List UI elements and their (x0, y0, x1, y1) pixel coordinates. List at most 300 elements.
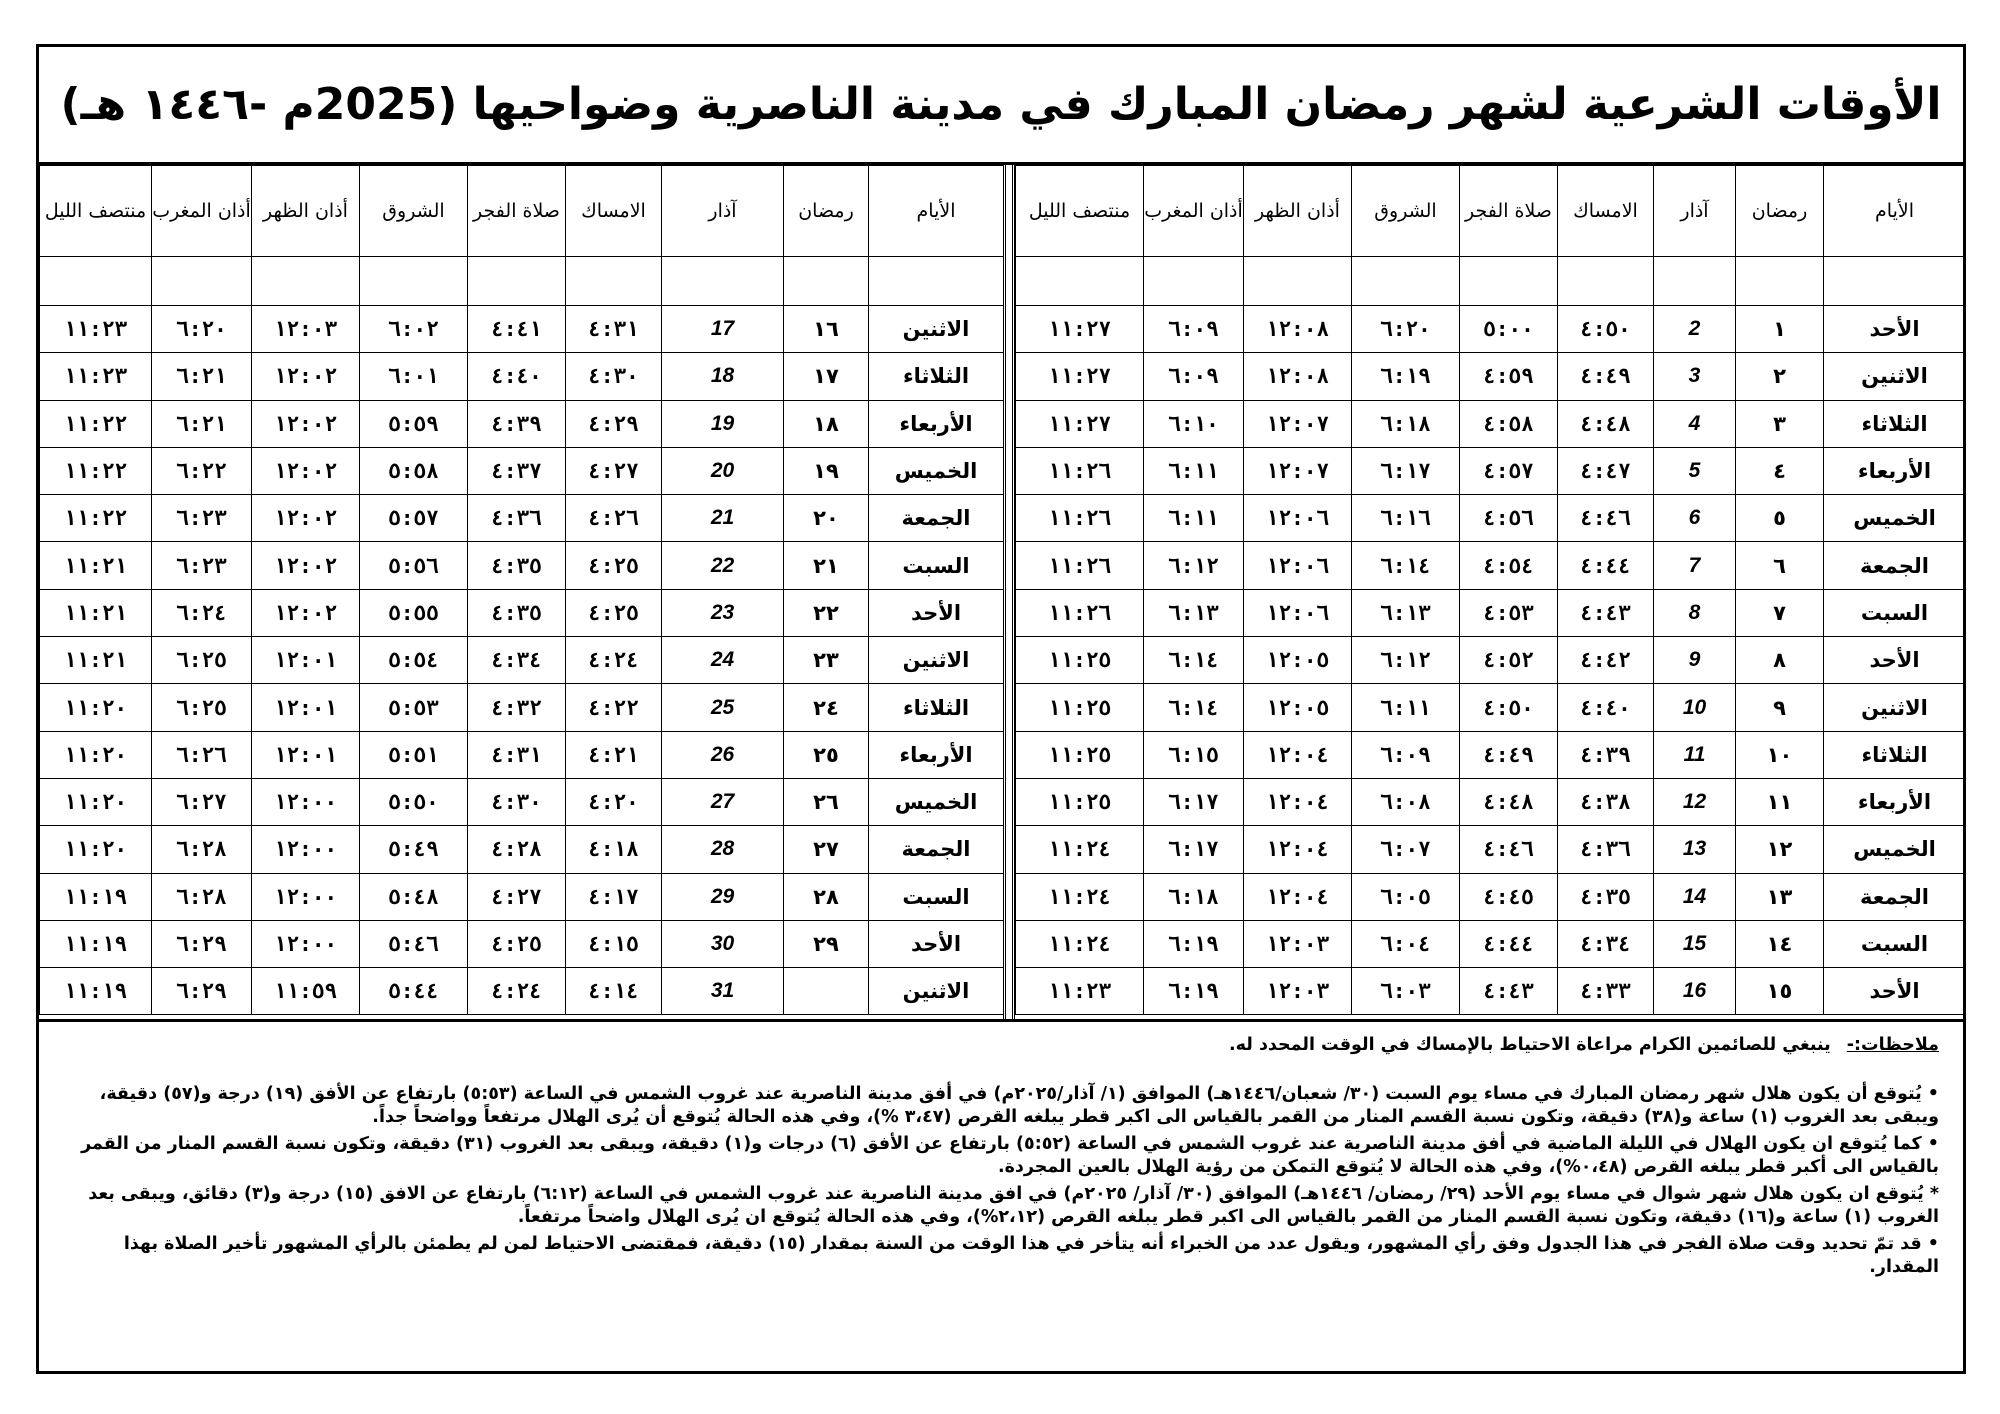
shurooq-time-cell: ٦:٠٣ (1352, 968, 1460, 1015)
fajr-time-cell: ٤:٤٠ (468, 353, 566, 400)
dhuhr-time-cell: ١٢:٠١ (252, 731, 360, 778)
shurooq-time-cell: ٦:١٤ (1352, 542, 1460, 589)
notes-header-text: ينبغي للصائمين الكرام مراعاة الاحتياط بالإمساك في الوقت المحدد له. (1229, 1035, 1831, 1055)
blank-row (1016, 257, 1966, 306)
midnight-time-cell: ١١:٢٢ (40, 447, 152, 494)
maghrib-time-cell: ٦:٢٥ (152, 684, 252, 731)
header-row (1016, 166, 1966, 257)
header-days: الأيام (1824, 166, 1966, 257)
header-adhar: آذار (1654, 166, 1736, 257)
maghrib-time-cell: ٦:١٩ (1144, 968, 1244, 1015)
ramadan-date-cell: ٦ (1736, 542, 1824, 589)
fajr-time-cell: ٤:٣٠ (468, 778, 566, 825)
dhuhr-time-cell: ١٢:٠٤ (1244, 873, 1352, 920)
fajr-time-cell: ٤:٥٣ (1460, 589, 1558, 636)
fajr-time-cell: ٤:٥٤ (1460, 542, 1558, 589)
fajr-time-cell: ٤:٣٥ (468, 542, 566, 589)
ramadan-date-cell: ١٠ (1736, 731, 1824, 778)
schedule-frame (36, 44, 1966, 1374)
imsak-time-cell: ٤:٣٤ (1558, 920, 1654, 967)
day-cell: الأربعاء (1824, 447, 1966, 494)
imsak-time-cell: ٤:٤٤ (1558, 542, 1654, 589)
midnight-time-cell: ١١:٢٠ (40, 826, 152, 873)
midnight-time-cell: ١١:٢١ (40, 542, 152, 589)
imsak-time-cell: ٤:٤٧ (1558, 447, 1654, 494)
adhar-date-cell: 27 (662, 778, 784, 825)
maghrib-time-cell: ٦:٢٣ (152, 542, 252, 589)
ramadan-date-cell: ٢٠ (784, 495, 869, 542)
header-fajr: صلاة الفجر (1460, 166, 1558, 257)
day-cell: الخميس (869, 778, 1004, 825)
dhuhr-time-cell: ١٢:٠٤ (1244, 778, 1352, 825)
fajr-time-cell: ٤:٥٨ (1460, 400, 1558, 447)
shurooq-time-cell: ٥:٥٠ (360, 778, 468, 825)
dhuhr-time-cell: ١٢:٠١ (252, 637, 360, 684)
shurooq-time-cell: ٦:٢٠ (1352, 306, 1460, 353)
adhar-date-cell: 25 (662, 684, 784, 731)
day-cell: السبت (869, 873, 1004, 920)
day-cell: الثلاثاء (869, 684, 1004, 731)
day-cell: الأحد (869, 920, 1004, 967)
note-item: • كما يُتوقع ان يكون الهلال في الليلة الماضية في أفق مدينة الناصرية عند غروب الشمس في الساعة (٥:٥٢) بارتفاع عن الأفق (٦) درجات و(١) دقيقة، ويبقى بعد الغروب (٣١) دقيقة، وتكون نسبة القسم المنار من القمر بالقياس الى أكبر قطر يبلغه القرص (٠،٤٨%)، وفي هذه الحالة لا يُتوقع التمكن من رؤية الهلال بالعين المجردة. (81, 1134, 1939, 1177)
day-cell: الأحد (1824, 306, 1966, 353)
fajr-time-cell: ٤:٢٤ (468, 968, 566, 1015)
maghrib-time-cell: ٦:١٤ (1144, 684, 1244, 731)
imsak-time-cell: ٤:٤٦ (1558, 495, 1654, 542)
header-shurooq: الشروق (360, 166, 468, 257)
fajr-time-cell: ٤:٥٠ (1460, 684, 1558, 731)
imsak-time-cell: ٤:٤٣ (1558, 589, 1654, 636)
shurooq-time-cell: ٥:٥٩ (360, 400, 468, 447)
shurooq-time-cell: ٦:٠٨ (1352, 778, 1460, 825)
midnight-time-cell: ١١:٢٥ (1016, 778, 1144, 825)
table-row (40, 589, 1004, 636)
fajr-time-cell: ٤:٣١ (468, 731, 566, 778)
shurooq-time-cell: ٥:٥٤ (360, 637, 468, 684)
midnight-time-cell: ١١:٢٤ (1016, 826, 1144, 873)
maghrib-time-cell: ٦:١٢ (1144, 542, 1244, 589)
fajr-time-cell: ٤:٤٥ (1460, 873, 1558, 920)
imsak-time-cell: ٤:١٨ (566, 826, 662, 873)
table-row (1016, 400, 1966, 447)
midnight-time-cell: ١١:٢٧ (1016, 353, 1144, 400)
midnight-time-cell: ١١:٢٦ (1016, 447, 1144, 494)
table-row (1016, 684, 1966, 731)
header-days: الأيام (869, 166, 1004, 257)
imsak-time-cell: ٤:١٤ (566, 968, 662, 1015)
ramadan-date-cell: ٢٥ (784, 731, 869, 778)
ramadan-date-cell: ٧ (1736, 589, 1824, 636)
dhuhr-time-cell: ١٢:٠٥ (1244, 637, 1352, 684)
maghrib-time-cell: ٦:٢٢ (152, 447, 252, 494)
midnight-time-cell: ١١:٢٦ (1016, 589, 1144, 636)
adhar-date-cell: 22 (662, 542, 784, 589)
imsak-time-cell: ٤:٢٠ (566, 778, 662, 825)
maghrib-time-cell: ٦:٢١ (152, 353, 252, 400)
shurooq-time-cell: ٦:٠٩ (1352, 731, 1460, 778)
midnight-time-cell: ١١:٢٠ (40, 778, 152, 825)
midnight-time-cell: ١١:٢٠ (40, 684, 152, 731)
table-row (1016, 826, 1966, 873)
day-cell: الجمعة (869, 495, 1004, 542)
adhar-date-cell: 19 (662, 400, 784, 447)
table-row (1016, 637, 1966, 684)
ramadan-date-cell: ٢٩ (784, 920, 869, 967)
imsak-time-cell: ٤:٢٥ (566, 542, 662, 589)
day-cell: الثلاثاء (869, 353, 1004, 400)
shurooq-time-cell: ٦:١٢ (1352, 637, 1460, 684)
header-maghrib: أذان المغرب (152, 166, 252, 257)
fajr-time-cell: ٤:٣٩ (468, 400, 566, 447)
fajr-time-cell: ٤:٤١ (468, 306, 566, 353)
table-row (40, 400, 1004, 447)
header-midnight: منتصف الليل (1016, 166, 1144, 257)
header-fajr: صلاة الفجر (468, 166, 566, 257)
header-dhuhr: أذان الظهر (252, 166, 360, 257)
ramadan-date-cell: ١٧ (784, 353, 869, 400)
adhar-date-cell: 4 (1654, 400, 1736, 447)
midnight-time-cell: ١١:٢٥ (1016, 637, 1144, 684)
adhar-date-cell: 23 (662, 589, 784, 636)
imsak-time-cell: ٤:٣١ (566, 306, 662, 353)
header-ramadan: رمضان (784, 166, 869, 257)
shurooq-time-cell: ٥:٤٨ (360, 873, 468, 920)
maghrib-time-cell: ٦:١٠ (1144, 400, 1244, 447)
dhuhr-time-cell: ١٢:٠٣ (1244, 920, 1352, 967)
dhuhr-time-cell: ١٢:٠٢ (252, 400, 360, 447)
maghrib-time-cell: ٦:٢٦ (152, 731, 252, 778)
midnight-time-cell: ١١:٢٣ (40, 353, 152, 400)
ramadan-date-cell: ١٦ (784, 306, 869, 353)
shurooq-time-cell: ٦:٠٧ (1352, 826, 1460, 873)
table-row (1016, 542, 1966, 589)
ramadan-date-cell (784, 968, 869, 1015)
page-title: الأوقات الشرعية لشهر رمضان المبارك في مدينة الناصرية وضواحيها (2025م -١٤٤٦ هـ) (60, 79, 1942, 130)
maghrib-time-cell: ٦:٢٩ (152, 920, 252, 967)
table-row (1016, 306, 1966, 353)
dhuhr-time-cell: ١٢:٠٠ (252, 873, 360, 920)
maghrib-time-cell: ٦:١٩ (1144, 920, 1244, 967)
header-midnight: منتصف الليل (40, 166, 152, 257)
dhuhr-time-cell: ١٢:٠٢ (252, 495, 360, 542)
shurooq-time-cell: ٦:١١ (1352, 684, 1460, 731)
table-row (40, 495, 1004, 542)
midnight-time-cell: ١١:١٩ (40, 920, 152, 967)
table-row (1016, 495, 1966, 542)
ramadan-date-cell: ٢٨ (784, 873, 869, 920)
ramadan-date-cell: ١٢ (1736, 826, 1824, 873)
ramadan-date-cell: ٢٢ (784, 589, 869, 636)
midnight-time-cell: ١١:٢١ (40, 637, 152, 684)
ramadan-date-cell: ١٥ (1736, 968, 1824, 1015)
imsak-time-cell: ٤:٣٠ (566, 353, 662, 400)
shurooq-time-cell: ٦:٠٥ (1352, 873, 1460, 920)
imsak-time-cell: ٤:٢٦ (566, 495, 662, 542)
day-cell: الجمعة (1824, 873, 1966, 920)
table-row (1016, 873, 1966, 920)
fajr-time-cell: ٤:٥٢ (1460, 637, 1558, 684)
adhar-date-cell: 5 (1654, 447, 1736, 494)
day-cell: الاثنين (869, 637, 1004, 684)
dhuhr-time-cell: ١٢:٠٤ (1244, 826, 1352, 873)
table-row (40, 826, 1004, 873)
fajr-time-cell: ٤:٤٦ (1460, 826, 1558, 873)
midnight-time-cell: ١١:٢٠ (40, 731, 152, 778)
shurooq-time-cell: ٥:٥٨ (360, 447, 468, 494)
day-cell: الثلاثاء (1824, 731, 1966, 778)
midnight-time-cell: ١١:٢٥ (1016, 731, 1144, 778)
maghrib-time-cell: ٦:١٥ (1144, 731, 1244, 778)
day-cell: السبت (1824, 589, 1966, 636)
maghrib-time-cell: ٦:٠٩ (1144, 353, 1244, 400)
dhuhr-time-cell: ١٢:٠٦ (1244, 589, 1352, 636)
ramadan-date-cell: ٢١ (784, 542, 869, 589)
shurooq-time-cell: ٦:٠١ (360, 353, 468, 400)
header-row (40, 166, 1004, 257)
midnight-time-cell: ١١:٢٧ (1016, 306, 1144, 353)
table-row (40, 353, 1004, 400)
imsak-time-cell: ٤:٤٢ (1558, 637, 1654, 684)
fajr-time-cell: ٤:٢٥ (468, 920, 566, 967)
fajr-time-cell: ٤:٣٤ (468, 637, 566, 684)
ramadan-date-cell: ١٨ (784, 400, 869, 447)
imsak-time-cell: ٤:٣٥ (1558, 873, 1654, 920)
notes-section (39, 1019, 1963, 1371)
adhar-date-cell: 26 (662, 731, 784, 778)
day-cell: الأربعاء (869, 731, 1004, 778)
shurooq-time-cell: ٥:٤٩ (360, 826, 468, 873)
ramadan-date-cell: ٨ (1736, 637, 1824, 684)
title-box (39, 47, 1963, 165)
imsak-time-cell: ٤:٢٩ (566, 400, 662, 447)
midnight-time-cell: ١١:٢٣ (1016, 968, 1144, 1015)
fajr-time-cell: ٤:٤٨ (1460, 778, 1558, 825)
fajr-time-cell: ٤:٣٦ (468, 495, 566, 542)
note-item: • يُتوقع أن يكون هلال شهر رمضان المبارك في مساء يوم السبت (٣٠/ شعبان/١٤٤٦هـ) الموافق (١/ آذار/٢٠٢٥م) في أفق مدينة الناصرية عند غروب الشمس في الساعة (٥:٥٣) بارتفاع عن الأفق (١٩) درجة و(٥٧) دقيقة، ويبقى بعد الغروب (١) ساعة و(٣٨) دقيقة، وتكون نسبة القسم المنار من القمر بالقياس الى اكبر قطر يبلغه القرص (٣،٤٧ %)، وفي هذه الحالة يُتوقع أن يُرى الهلال مرتفعاً وواضحاً جداً. (99, 1084, 1939, 1127)
table-row (40, 778, 1004, 825)
shurooq-time-cell: ٦:١٨ (1352, 400, 1460, 447)
ramadan-date-cell: ٢٧ (784, 826, 869, 873)
dhuhr-time-cell: ١٢:٠٢ (252, 353, 360, 400)
dhuhr-time-cell: ١٢:٠٢ (252, 542, 360, 589)
fajr-time-cell: ٤:٤٤ (1460, 920, 1558, 967)
fajr-time-cell: ٤:٤٩ (1460, 731, 1558, 778)
adhar-date-cell: 16 (1654, 968, 1736, 1015)
dhuhr-time-cell: ١٢:٠٧ (1244, 447, 1352, 494)
header-adhar: آذار (662, 166, 784, 257)
adhar-date-cell: 29 (662, 873, 784, 920)
table-row (1016, 589, 1966, 636)
table-row (40, 447, 1004, 494)
maghrib-time-cell: ٦:٢٣ (152, 495, 252, 542)
maghrib-time-cell: ٦:٢٩ (152, 968, 252, 1015)
column-divider (1003, 165, 1015, 1019)
day-cell: الاثنين (1824, 353, 1966, 400)
fajr-time-cell: ٤:٣٥ (468, 589, 566, 636)
midnight-time-cell: ١١:٢٣ (40, 306, 152, 353)
shurooq-time-cell: ٥:٥٦ (360, 542, 468, 589)
adhar-date-cell: 10 (1654, 684, 1736, 731)
maghrib-time-cell: ٦:١٧ (1144, 778, 1244, 825)
dhuhr-time-cell: ١١:٥٩ (252, 968, 360, 1015)
midnight-time-cell: ١١:٢٥ (1016, 684, 1144, 731)
dhuhr-time-cell: ١٢:٠٣ (1244, 968, 1352, 1015)
table-row (1016, 731, 1966, 778)
day-cell: الأحد (1824, 637, 1966, 684)
adhar-date-cell: 8 (1654, 589, 1736, 636)
maghrib-time-cell: ٦:٢٠ (152, 306, 252, 353)
note-item: * يُتوقع ان يكون هلال شهر شوال في مساء يوم الأحد (٢٩/ رمضان/ ١٤٤٦هـ) الموافق (٣٠/ آذار/ ٢٠٢٥م) في افق مدينة الناصرية عند غروب الشمس في الساعة (٦:١٢) بارتفاع عن الافق (١٥) درجة و(٣) دقائق، ويبقى بعد الغروب (١) ساعة و(١٦) دقيقة، وتكون نسبة القسم المنار من القمر بالقياس الى اكبر قطر يبلغه القرص (٢،١٢%)، وفي هذه الحالة يُتوقع ان يُرى الهلال واضحاً مرتفعاً. (88, 1184, 1939, 1227)
adhar-date-cell: 7 (1654, 542, 1736, 589)
maghrib-time-cell: ٦:٢٤ (152, 589, 252, 636)
ramadan-date-cell: ٢ (1736, 353, 1824, 400)
right-table-body (1016, 257, 1966, 1015)
fajr-time-cell: ٤:٥٦ (1460, 495, 1558, 542)
header-imsak: الامساك (566, 166, 662, 257)
day-cell: الخميس (1824, 495, 1966, 542)
shurooq-time-cell: ٦:١٧ (1352, 447, 1460, 494)
ramadan-date-cell: ٢٣ (784, 637, 869, 684)
adhar-date-cell: 6 (1654, 495, 1736, 542)
shurooq-time-cell: ٦:٠٢ (360, 306, 468, 353)
fajr-time-cell: ٤:٢٧ (468, 873, 566, 920)
imsak-time-cell: ٤:٤٩ (1558, 353, 1654, 400)
table-row (40, 684, 1004, 731)
imsak-time-cell: ٤:١٥ (566, 920, 662, 967)
imsak-time-cell: ٤:٣٦ (1558, 826, 1654, 873)
ramadan-date-cell: ٢٦ (784, 778, 869, 825)
header-shurooq: الشروق (1352, 166, 1460, 257)
maghrib-time-cell: ٦:٢٥ (152, 637, 252, 684)
maghrib-time-cell: ٦:١٤ (1144, 637, 1244, 684)
table-row (40, 920, 1004, 967)
header-imsak: الامساك (1558, 166, 1654, 257)
header-maghrib: أذان المغرب (1144, 166, 1244, 257)
ramadan-date-cell: ٣ (1736, 400, 1824, 447)
fajr-time-cell: ٤:٣٧ (468, 447, 566, 494)
day-cell: الأحد (1824, 968, 1966, 1015)
fajr-time-cell: ٥:٠٠ (1460, 306, 1558, 353)
adhar-date-cell: 28 (662, 826, 784, 873)
table-row (40, 873, 1004, 920)
imsak-time-cell: ٤:١٧ (566, 873, 662, 920)
day-cell: السبت (1824, 920, 1966, 967)
shurooq-time-cell: ٥:٥٣ (360, 684, 468, 731)
adhar-date-cell: 17 (662, 306, 784, 353)
day-cell: الاثنين (869, 306, 1004, 353)
adhar-date-cell: 30 (662, 920, 784, 967)
day-cell: الأربعاء (1824, 778, 1966, 825)
midnight-time-cell: ١١:٢٤ (1016, 873, 1144, 920)
maghrib-time-cell: ٦:٠٩ (1144, 306, 1244, 353)
ramadan-date-cell: ١٤ (1736, 920, 1824, 967)
imsak-time-cell: ٤:٢٤ (566, 637, 662, 684)
dhuhr-time-cell: ١٢:٠٨ (1244, 306, 1352, 353)
imsak-time-cell: ٤:٤٨ (1558, 400, 1654, 447)
adhar-date-cell: 14 (1654, 873, 1736, 920)
imsak-time-cell: ٤:٢٧ (566, 447, 662, 494)
adhar-date-cell: 15 (1654, 920, 1736, 967)
shurooq-time-cell: ٦:١٣ (1352, 589, 1460, 636)
imsak-time-cell: ٤:٥٠ (1558, 306, 1654, 353)
adhar-date-cell: 13 (1654, 826, 1736, 873)
shurooq-time-cell: ٥:٥٧ (360, 495, 468, 542)
table-row (40, 306, 1004, 353)
day-cell: الاثنين (1824, 684, 1966, 731)
day-cell: الخميس (1824, 826, 1966, 873)
header-dhuhr: أذان الظهر (1244, 166, 1352, 257)
day-cell: الثلاثاء (1824, 400, 1966, 447)
adhar-date-cell: 24 (662, 637, 784, 684)
table-row (1016, 778, 1966, 825)
left-table-body (40, 257, 1004, 1015)
ramadan-date-cell: ٥ (1736, 495, 1824, 542)
maghrib-time-cell: ٦:٢٨ (152, 873, 252, 920)
maghrib-time-cell: ٦:١٧ (1144, 826, 1244, 873)
maghrib-time-cell: ٦:٢١ (152, 400, 252, 447)
maghrib-time-cell: ٦:١١ (1144, 447, 1244, 494)
imsak-time-cell: ٤:٢١ (566, 731, 662, 778)
midnight-time-cell: ١١:٢٢ (40, 495, 152, 542)
adhar-date-cell: 20 (662, 447, 784, 494)
ramadan-date-cell: ٢٤ (784, 684, 869, 731)
midnight-time-cell: ١١:١٩ (40, 968, 152, 1015)
header-ramadan: رمضان (1736, 166, 1824, 257)
maghrib-time-cell: ٦:٢٨ (152, 826, 252, 873)
fajr-time-cell: ٤:٥٩ (1460, 353, 1558, 400)
day-cell: السبت (869, 542, 1004, 589)
day-cell: الجمعة (1824, 542, 1966, 589)
shurooq-time-cell: ٦:١٦ (1352, 495, 1460, 542)
notes-label: ملاحظات:- (1846, 1035, 1939, 1055)
day-cell: الخميس (869, 447, 1004, 494)
dhuhr-time-cell: ١٢:٠٦ (1244, 542, 1352, 589)
ramadan-date-cell: ١٣ (1736, 873, 1824, 920)
dhuhr-time-cell: ١٢:٠٢ (252, 589, 360, 636)
midnight-time-cell: ١١:١٩ (40, 873, 152, 920)
midnight-time-cell: ١١:٢١ (40, 589, 152, 636)
dhuhr-time-cell: ١٢:٠٣ (252, 306, 360, 353)
imsak-time-cell: ٤:٣٣ (1558, 968, 1654, 1015)
adhar-date-cell: 3 (1654, 353, 1736, 400)
dhuhr-time-cell: ١٢:٠٠ (252, 826, 360, 873)
adhar-date-cell: 21 (662, 495, 784, 542)
dhuhr-time-cell: ١٢:٠٥ (1244, 684, 1352, 731)
midnight-time-cell: ١١:٢٦ (1016, 542, 1144, 589)
shurooq-time-cell: ٥:٤٦ (360, 920, 468, 967)
imsak-time-cell: ٤:٤٠ (1558, 684, 1654, 731)
maghrib-time-cell: ٦:١٨ (1144, 873, 1244, 920)
midnight-time-cell: ١١:٢٢ (40, 400, 152, 447)
day-cell: الجمعة (869, 826, 1004, 873)
maghrib-time-cell: ٦:١٣ (1144, 589, 1244, 636)
adhar-date-cell: 12 (1654, 778, 1736, 825)
imsak-time-cell: ٤:٢٥ (566, 589, 662, 636)
shurooq-time-cell: ٥:٥٥ (360, 589, 468, 636)
shurooq-time-cell: ٦:١٩ (1352, 353, 1460, 400)
adhar-date-cell: 11 (1654, 731, 1736, 778)
dhuhr-time-cell: ١٢:٠٢ (252, 447, 360, 494)
dhuhr-time-cell: ١٢:٠٧ (1244, 400, 1352, 447)
shurooq-time-cell: ٥:٤٤ (360, 968, 468, 1015)
table-row (1016, 353, 1966, 400)
day-cell: الأحد (869, 589, 1004, 636)
shurooq-time-cell: ٦:٠٤ (1352, 920, 1460, 967)
adhar-date-cell: 9 (1654, 637, 1736, 684)
ramadan-date-cell: ١١ (1736, 778, 1824, 825)
fajr-time-cell: ٤:٣٢ (468, 684, 566, 731)
table-row (40, 542, 1004, 589)
